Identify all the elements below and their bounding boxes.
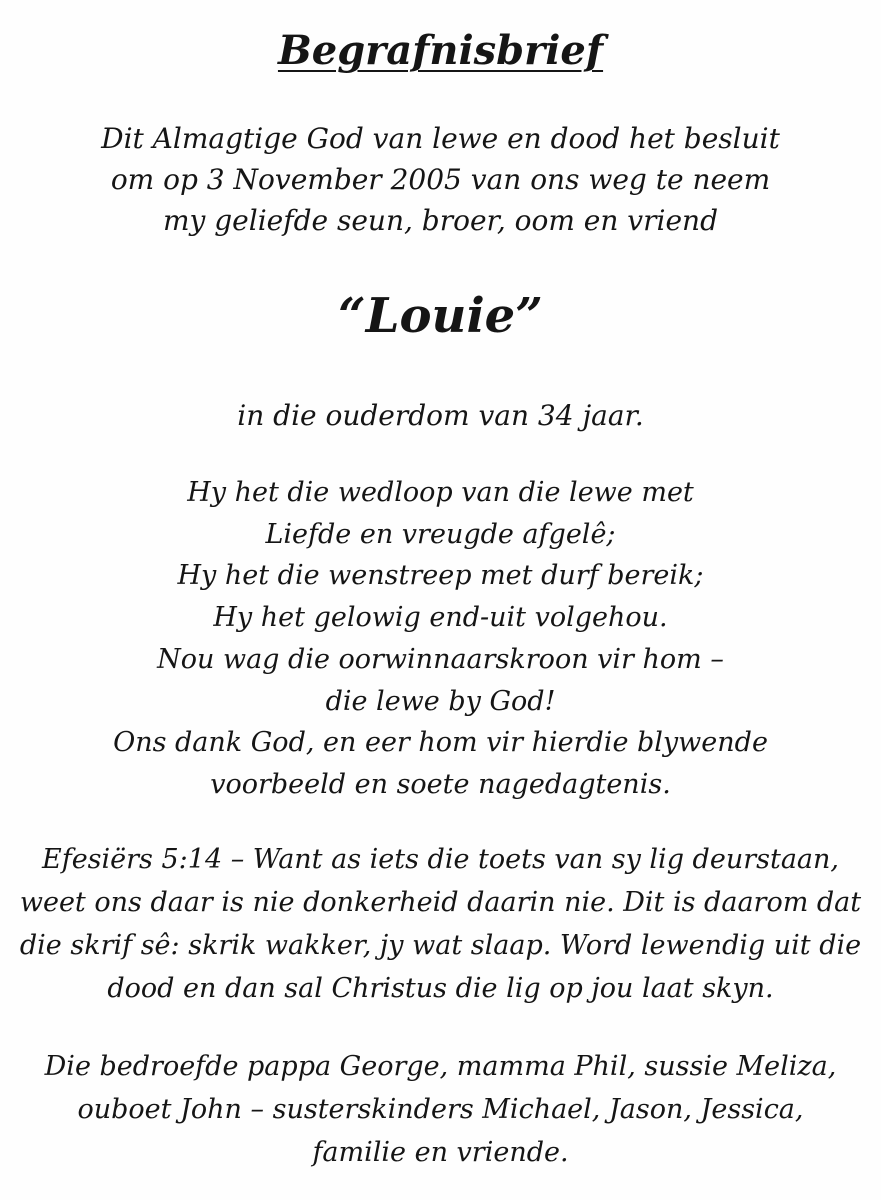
verse-line: dood en dan sal Christus die lig op jou laat skyn. — [107, 973, 774, 1004]
poem-line: die lewe by God! — [325, 685, 556, 717]
scripture-verse — [0, 838, 881, 1010]
intro-line: om op 3 November 2005 van ons weg te neem — [110, 163, 771, 196]
poem-line: Hy het die wedloop van die lewe met — [187, 477, 694, 508]
age-line: in die ouderdom van 34 jaar. — [237, 399, 644, 432]
deceased-name: “Louie” — [338, 288, 543, 344]
family-line: familie en vriende. — [312, 1137, 569, 1168]
document-title — [0, 26, 881, 76]
announcement-intro — [0, 118, 881, 241]
poem-line: Liefde en vreugde afgelê; — [265, 518, 616, 550]
age-statement — [0, 394, 881, 438]
verse-line: weet ons daar is nie donkerheid daarin nie. Dit is daarom dat — [19, 887, 862, 918]
poem-line: Hy het gelowig end-uit volgehou. — [213, 602, 668, 634]
memorial-poem — [0, 472, 881, 806]
poem-line: Ons dank God, en eer hom vir hierdie blywende — [113, 727, 768, 759]
verse-line: die skrif sê: skrik wakker, jy wat slaap. Word lewendig uit die — [19, 930, 862, 961]
poem-line: voorbeeld en soete nagedagtenis. — [210, 768, 671, 800]
family-line: ouboet John – susterskinders Michael, Jason, Jessica, — [77, 1094, 804, 1125]
verse-line: Efesiërs 5:14 – Want as iets die toets van sy lig deurstaan, — [42, 844, 839, 875]
poem-line: Nou wag die oorwinnaarskroon vir hom – — [157, 643, 724, 675]
family-signature — [0, 1045, 881, 1174]
family-line: Die bedroefde pappa George, mamma Phil, sussie Meliza, — [44, 1051, 837, 1082]
poem-line: Hy het die wenstreep met durf bereik; — [177, 560, 704, 592]
intro-line: Dit Almagtige God van lewe en dood het besluit — [101, 122, 780, 155]
title-text: Begrafnisbrief — [277, 27, 604, 74]
intro-line: my geliefde seun, broer, oom en vriend — [162, 204, 718, 237]
